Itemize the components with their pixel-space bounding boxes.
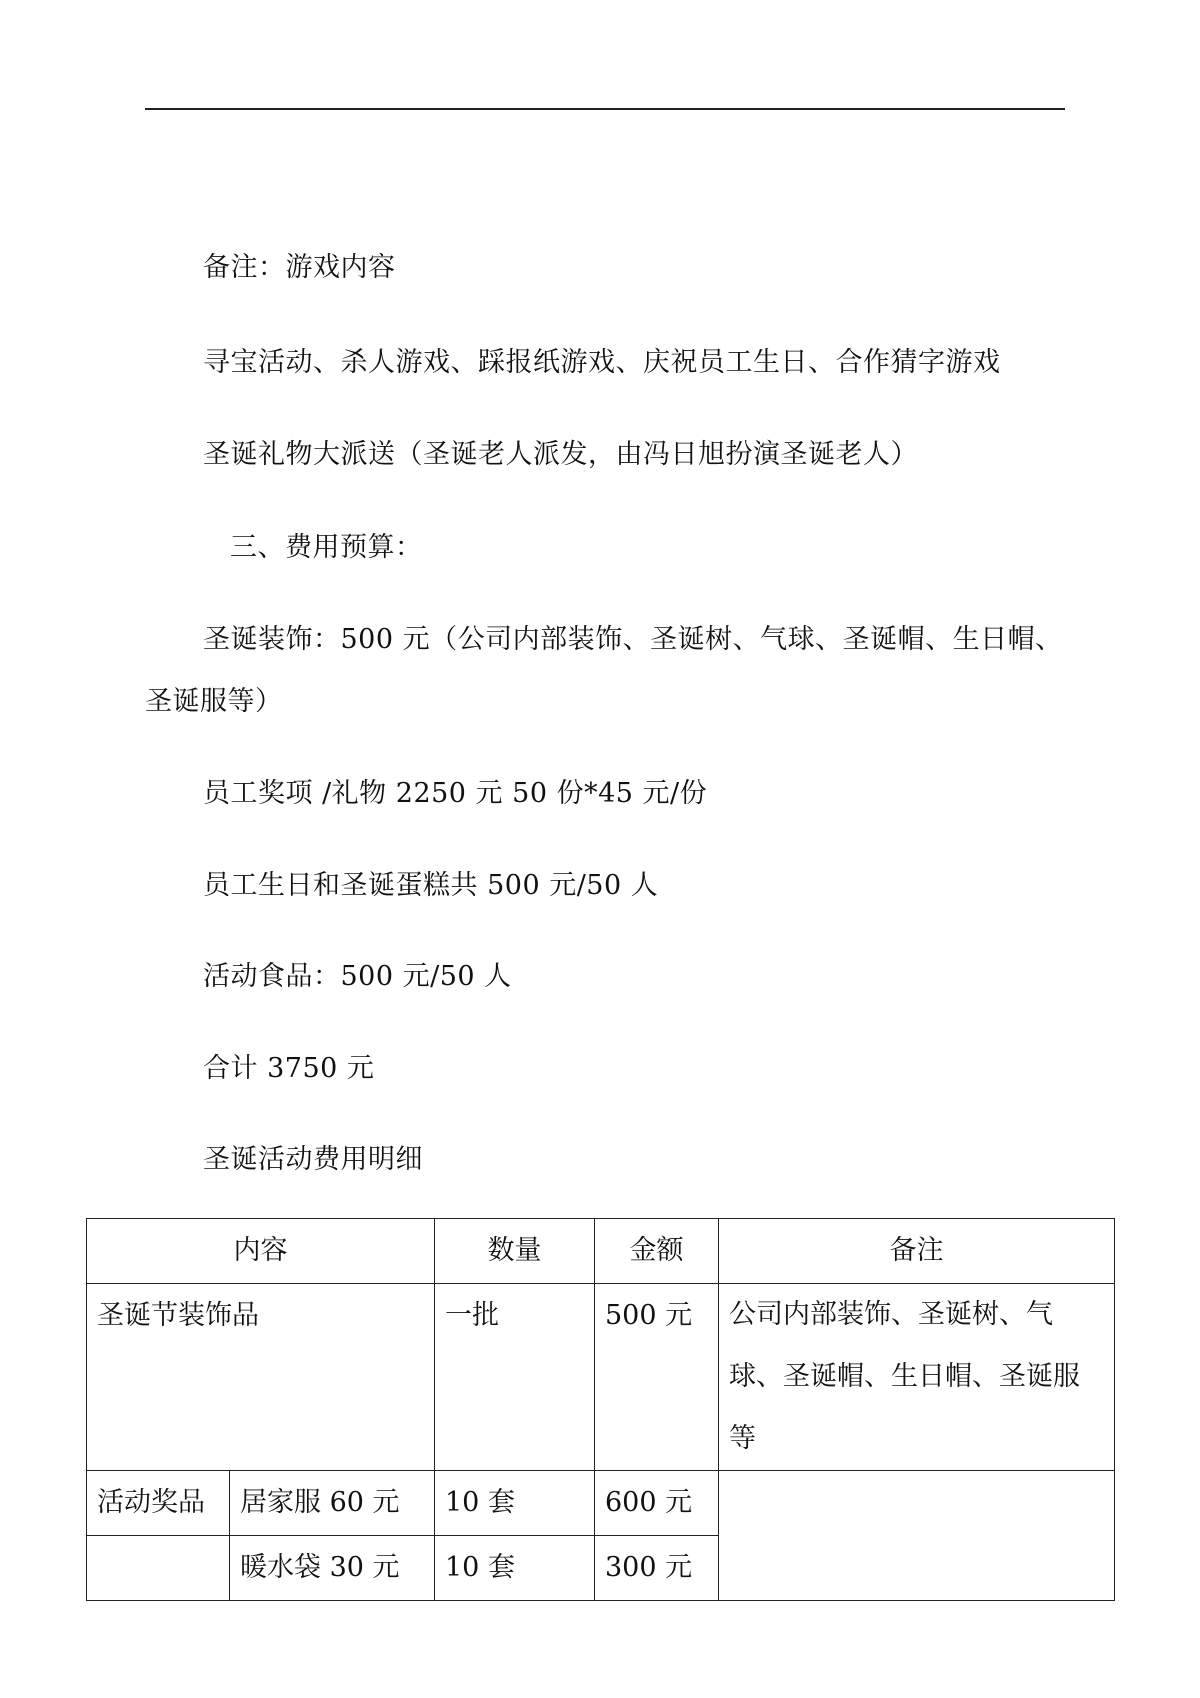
cell-decor-content: 圣诞节装饰品 — [87, 1284, 435, 1471]
food-line: 活动食品：500 元/50 人 — [203, 961, 512, 992]
header-quantity: 数量 — [435, 1219, 595, 1284]
header-remark: 备注 — [719, 1219, 1115, 1284]
cell-prize-2-amount: 300 元 — [595, 1536, 719, 1601]
budget-table — [86, 1218, 1115, 1601]
gifts-line: 圣诞礼物大派送（圣诞老人派发，由冯日旭扮演圣诞老人） — [203, 439, 918, 470]
cell-prize-group: 活动奖品 — [87, 1471, 230, 1536]
table-row — [87, 1471, 1115, 1536]
cell-prize-group-empty — [87, 1536, 230, 1601]
cell-prize-1-quantity: 10 套 — [435, 1471, 595, 1536]
cake-line: 员工生日和圣诞蛋糕共 500 元/50 人 — [203, 870, 659, 901]
cell-decor-quantity: 一批 — [435, 1284, 595, 1471]
section-heading-budget: 三、费用预算： — [230, 532, 423, 563]
table-row — [87, 1284, 1115, 1471]
decor-line-2: 圣诞服等） — [145, 686, 283, 717]
header-rule — [145, 108, 1065, 110]
header-amount: 金额 — [595, 1219, 719, 1284]
table-header-row — [87, 1219, 1115, 1284]
cell-prize-1-amount: 600 元 — [595, 1471, 719, 1536]
cell-decor-remark: 公司内部装饰、圣诞树、气球、圣诞帽、生日帽、圣诞服等 — [719, 1284, 1115, 1471]
prizes-line: 员工奖项 /礼物 2250 元 50 份*45 元/份 — [203, 778, 708, 809]
cell-prize-2-item: 暖水袋 30 元 — [230, 1536, 435, 1601]
detail-title: 圣诞活动费用明细 — [203, 1144, 423, 1175]
cell-prize-1-item: 居家服 60 元 — [230, 1471, 435, 1536]
total-line: 合计 3750 元 — [203, 1053, 375, 1084]
cell-decor-amount: 500 元 — [595, 1284, 719, 1471]
games-line: 寻宝活动、杀人游戏、踩报纸游戏、庆祝员工生日、合作猜字游戏 — [203, 347, 1001, 378]
note-title: 备注：游戏内容 — [203, 252, 396, 283]
decor-line-1: 圣诞装饰：500 元（公司内部装饰、圣诞树、气球、圣诞帽、生日帽、 — [203, 624, 1063, 655]
cell-prize-2-quantity: 10 套 — [435, 1536, 595, 1601]
header-content: 内容 — [87, 1219, 435, 1284]
cell-prize-remark — [719, 1471, 1115, 1601]
